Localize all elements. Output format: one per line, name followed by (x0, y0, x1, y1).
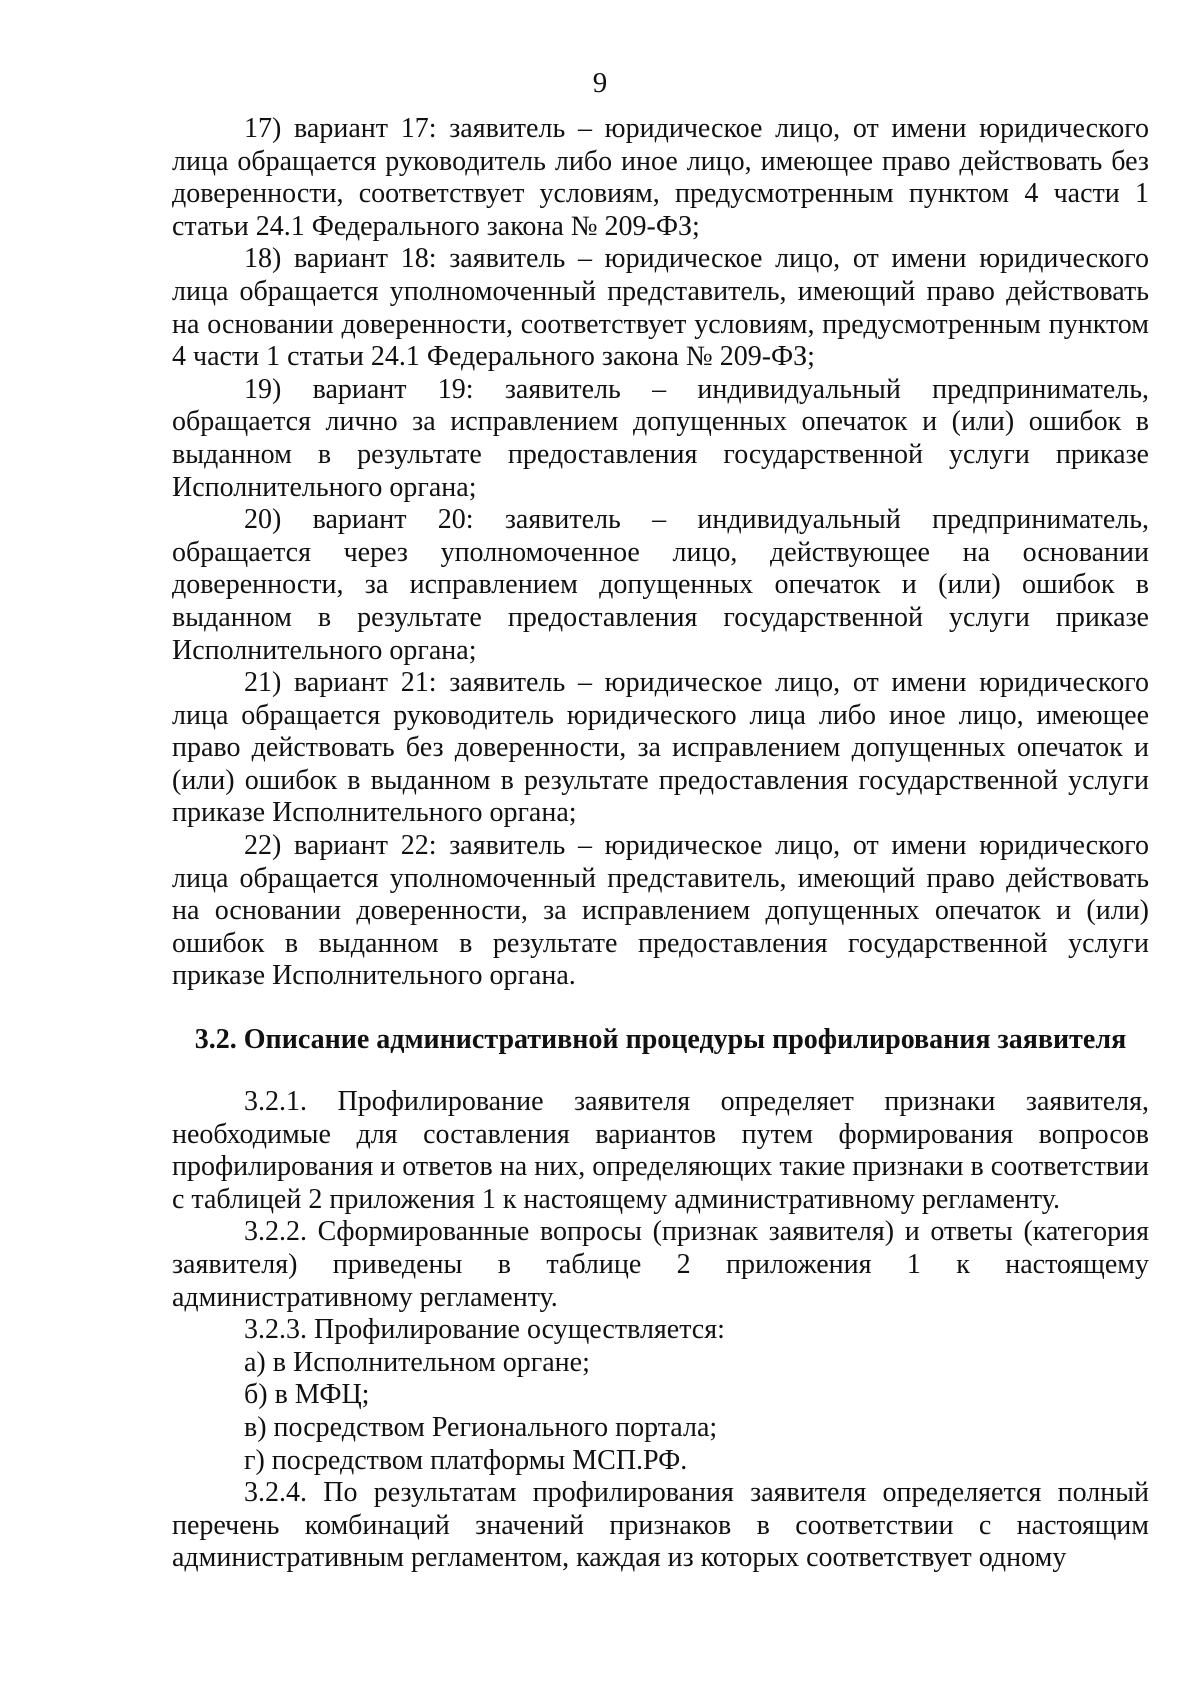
variant-21-paragraph: 21) вариант 21: заявитель – юридическое лицо, от имени юридического лица обращается руководитель юридического лица либо иное лицо, имеющее право действовать без доверенности, за исправлением допущенных опечаток и (или) ошибок в выданном в результате предоставления государственной услуги приказе Исполнительного органа; (172, 667, 1149, 829)
variant-19-paragraph: 19) вариант 19: заявитель – индивидуальный предприниматель, обращается лично за исправлением допущенных опечаток и (или) ошибок в выданном в результате предоставления государственной услуги приказе Исполнительного органа; (172, 373, 1149, 503)
section-heading: 3.2. Описание административной процедуры профилирования заявителя (194, 1024, 1127, 1056)
list-item-v: в) посредством Регионального портала; (244, 1411, 718, 1443)
variant-18-paragraph: 18) вариант 18: заявитель – юридическое лицо, от имени юридического лица обращается уполномоченный представитель, имеющий право действовать на основании доверенности, соответствует условиям, предусмотренным пунктом 4 части 1 статьи 24.1 Федерального закона № 209-ФЗ; (172, 243, 1149, 373)
variant-22-paragraph: 22) вариант 22: заявитель – юридическое лицо, от имени юридического лица обращается уполномоченный представитель, имеющий право действовать на основании доверенности, за исправлением допущенных опечаток и (или) ошибок в выданном в результате предоставления государственной услуги приказе Исполнительного органа. (172, 830, 1149, 992)
variant-17-paragraph: 17) вариант 17: заявитель – юридическое лицо, от имени юридического лица обращается руководитель либо иное лицо, имеющее право действовать без доверенности, соответствует условиям, предусмотренным пунктом 4 части 1 статьи 24.1 Федерального закона № 209-ФЗ; (172, 113, 1149, 242)
list-item-a: а) в Исполнительном органе; (244, 1346, 590, 1378)
clause-3-2-2: 3.2.2. Сформированные вопросы (признак заявителя) и ответы (категория заявителя) приведены в таблице 2 приложения 1 к настоящему административному регламенту. (172, 1216, 1149, 1313)
clause-3-2-3: 3.2.3. Профилирование осуществляется: (244, 1314, 725, 1346)
variant-20-paragraph: 20) вариант 20: заявитель – индивидуальный предприниматель, обращается через уполномоченное лицо, действующее на основании доверенности, за исправлением допущенных опечаток и (или) ошибок в выданном в результате предоставления государственной услуги приказе Исполнительного органа; (172, 504, 1149, 666)
list-item-g: г) посредством платформы МСП.РФ. (244, 1444, 688, 1476)
clause-3-2-1: 3.2.1. Профилирование заявителя определяет признаки заявителя, необходимые для составления вариантов путем формирования вопросов профилирования и ответов на них, определяющих такие признаки в соответствии с таблицей 2 приложения 1 к настоящему административному регламенту. (172, 1086, 1149, 1215)
document-body (172, 113, 1149, 1575)
page-number: 9 (592, 67, 608, 99)
clause-3-2-4: 3.2.4. По результатам профилирования заявителя определяется полный перечень комбинаций значений признаков в соответствии с настоящим административным регламентом, каждая из которых соответствует одному (172, 1477, 1149, 1574)
list-item-b: б) в МФЦ; (244, 1379, 370, 1411)
